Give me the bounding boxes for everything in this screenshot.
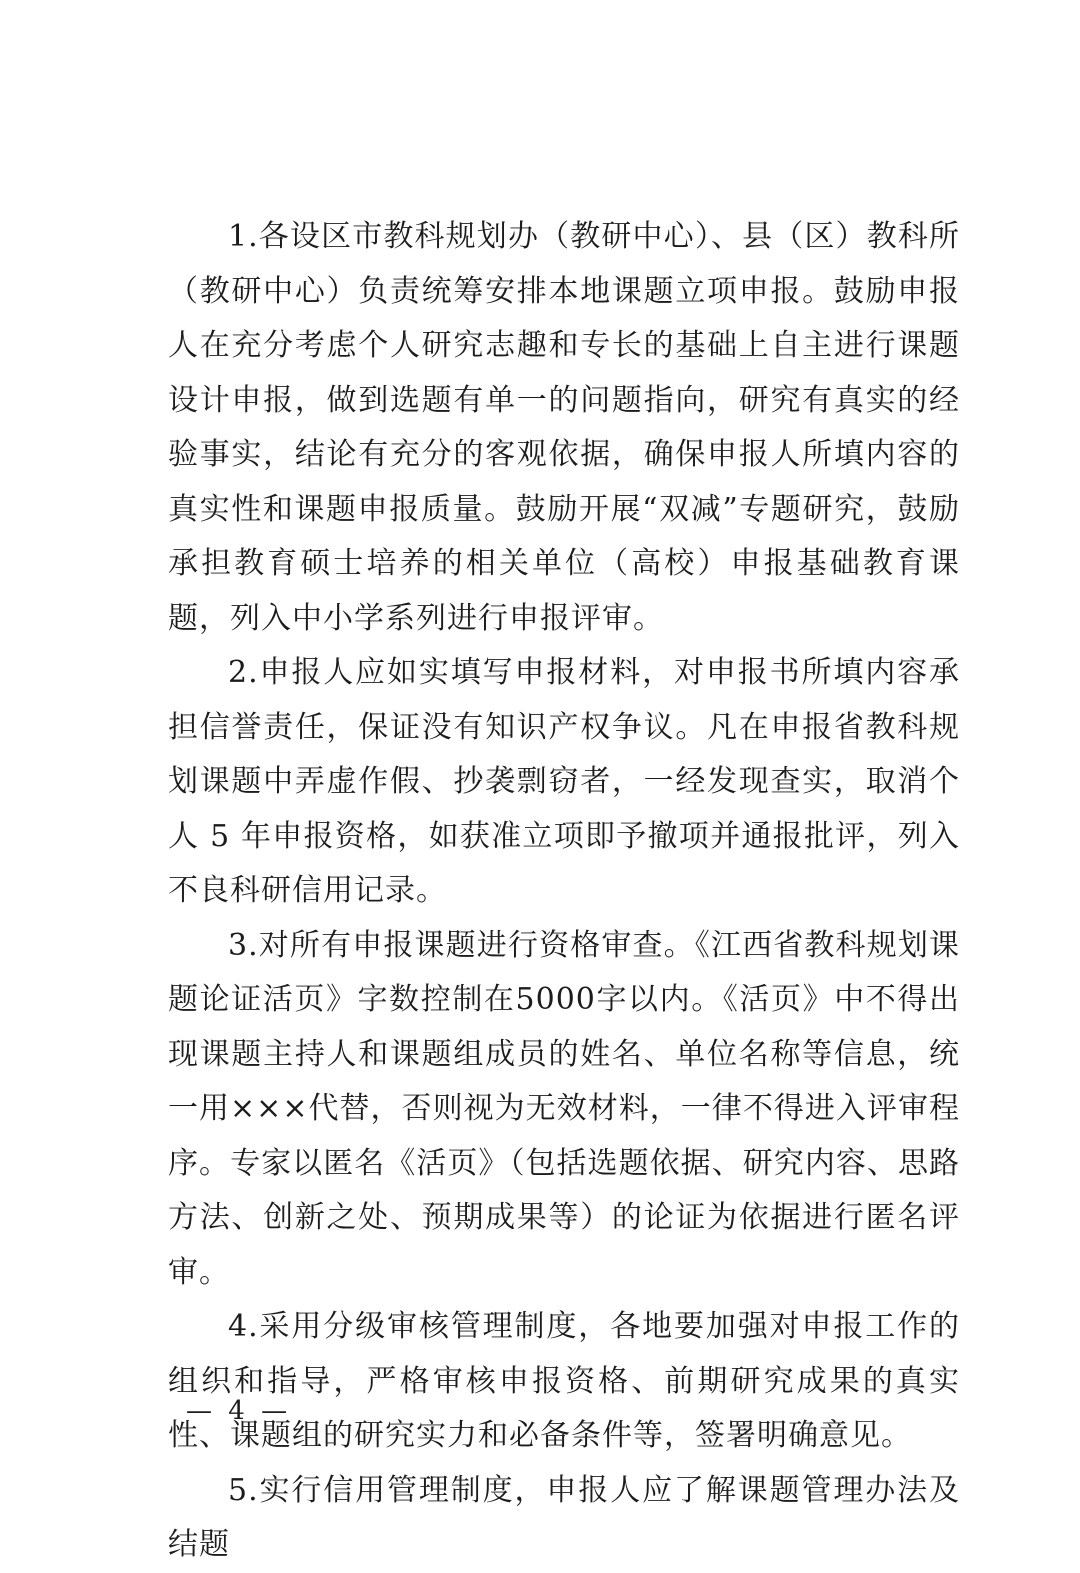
paragraph-5: 5.实行信用管理制度，申报人应了解课题管理办法及结题 [168, 1472, 960, 1562]
page-number: — 4 — [186, 1396, 292, 1426]
paragraph-1: 1.各设区市教科规划办（教研中心）、县（区）教科所（教研中心）负责统筹安排本地课题立项申报。鼓励申报人在充分考虑个人研究志趣和专长的基础上自主进行课题设计申报，做到选题有单一的问题指向，研究有真实的经验事实，结论有充分的客观依据，确保申报人所填内容的真实性和课题申报质量。鼓励开展“双减”专题研究，鼓励承担教育硕士培养的相关单位（高校）申报基础教育课题，列入中小学系列进行申报评审。 [168, 219, 960, 636]
paragraph-2: 2.申报人应如实填写申报材料，对申报书所填内容承担信誉责任，保证没有知识产权争议。凡在申报省教科规划课题中弄虚作假、抄袭剽窃者，一经发现查实，取消个人 5 年申报资格，如获准立项即予撤项并通报批评，列入不良科研信用记录。 [168, 655, 960, 908]
paragraph-4: 4.采用分级审核管理制度，各地要加强对申报工作的组织和指导，严格审核申报资格、前期研究成果的真实性、课题组的研究实力和必备条件等，签署明确意见。 [168, 1309, 960, 1453]
paragraph-3: 3.对所有申报课题进行资格审查。《江西省教科规划课题论证活页》字数控制在5000字以内。《活页》中不得出现课题主持人和课题组成员的姓名、单位名称等信息，统一用×××代替，否则视为无效材料，一律不得进入评审程序。专家以匿名《活页》（包括选题依据、研究内容、思路方法、创新之处、预期成果等）的论证为依据进行匿名评审。 [168, 927, 960, 1290]
document-body [168, 210, 960, 1573]
